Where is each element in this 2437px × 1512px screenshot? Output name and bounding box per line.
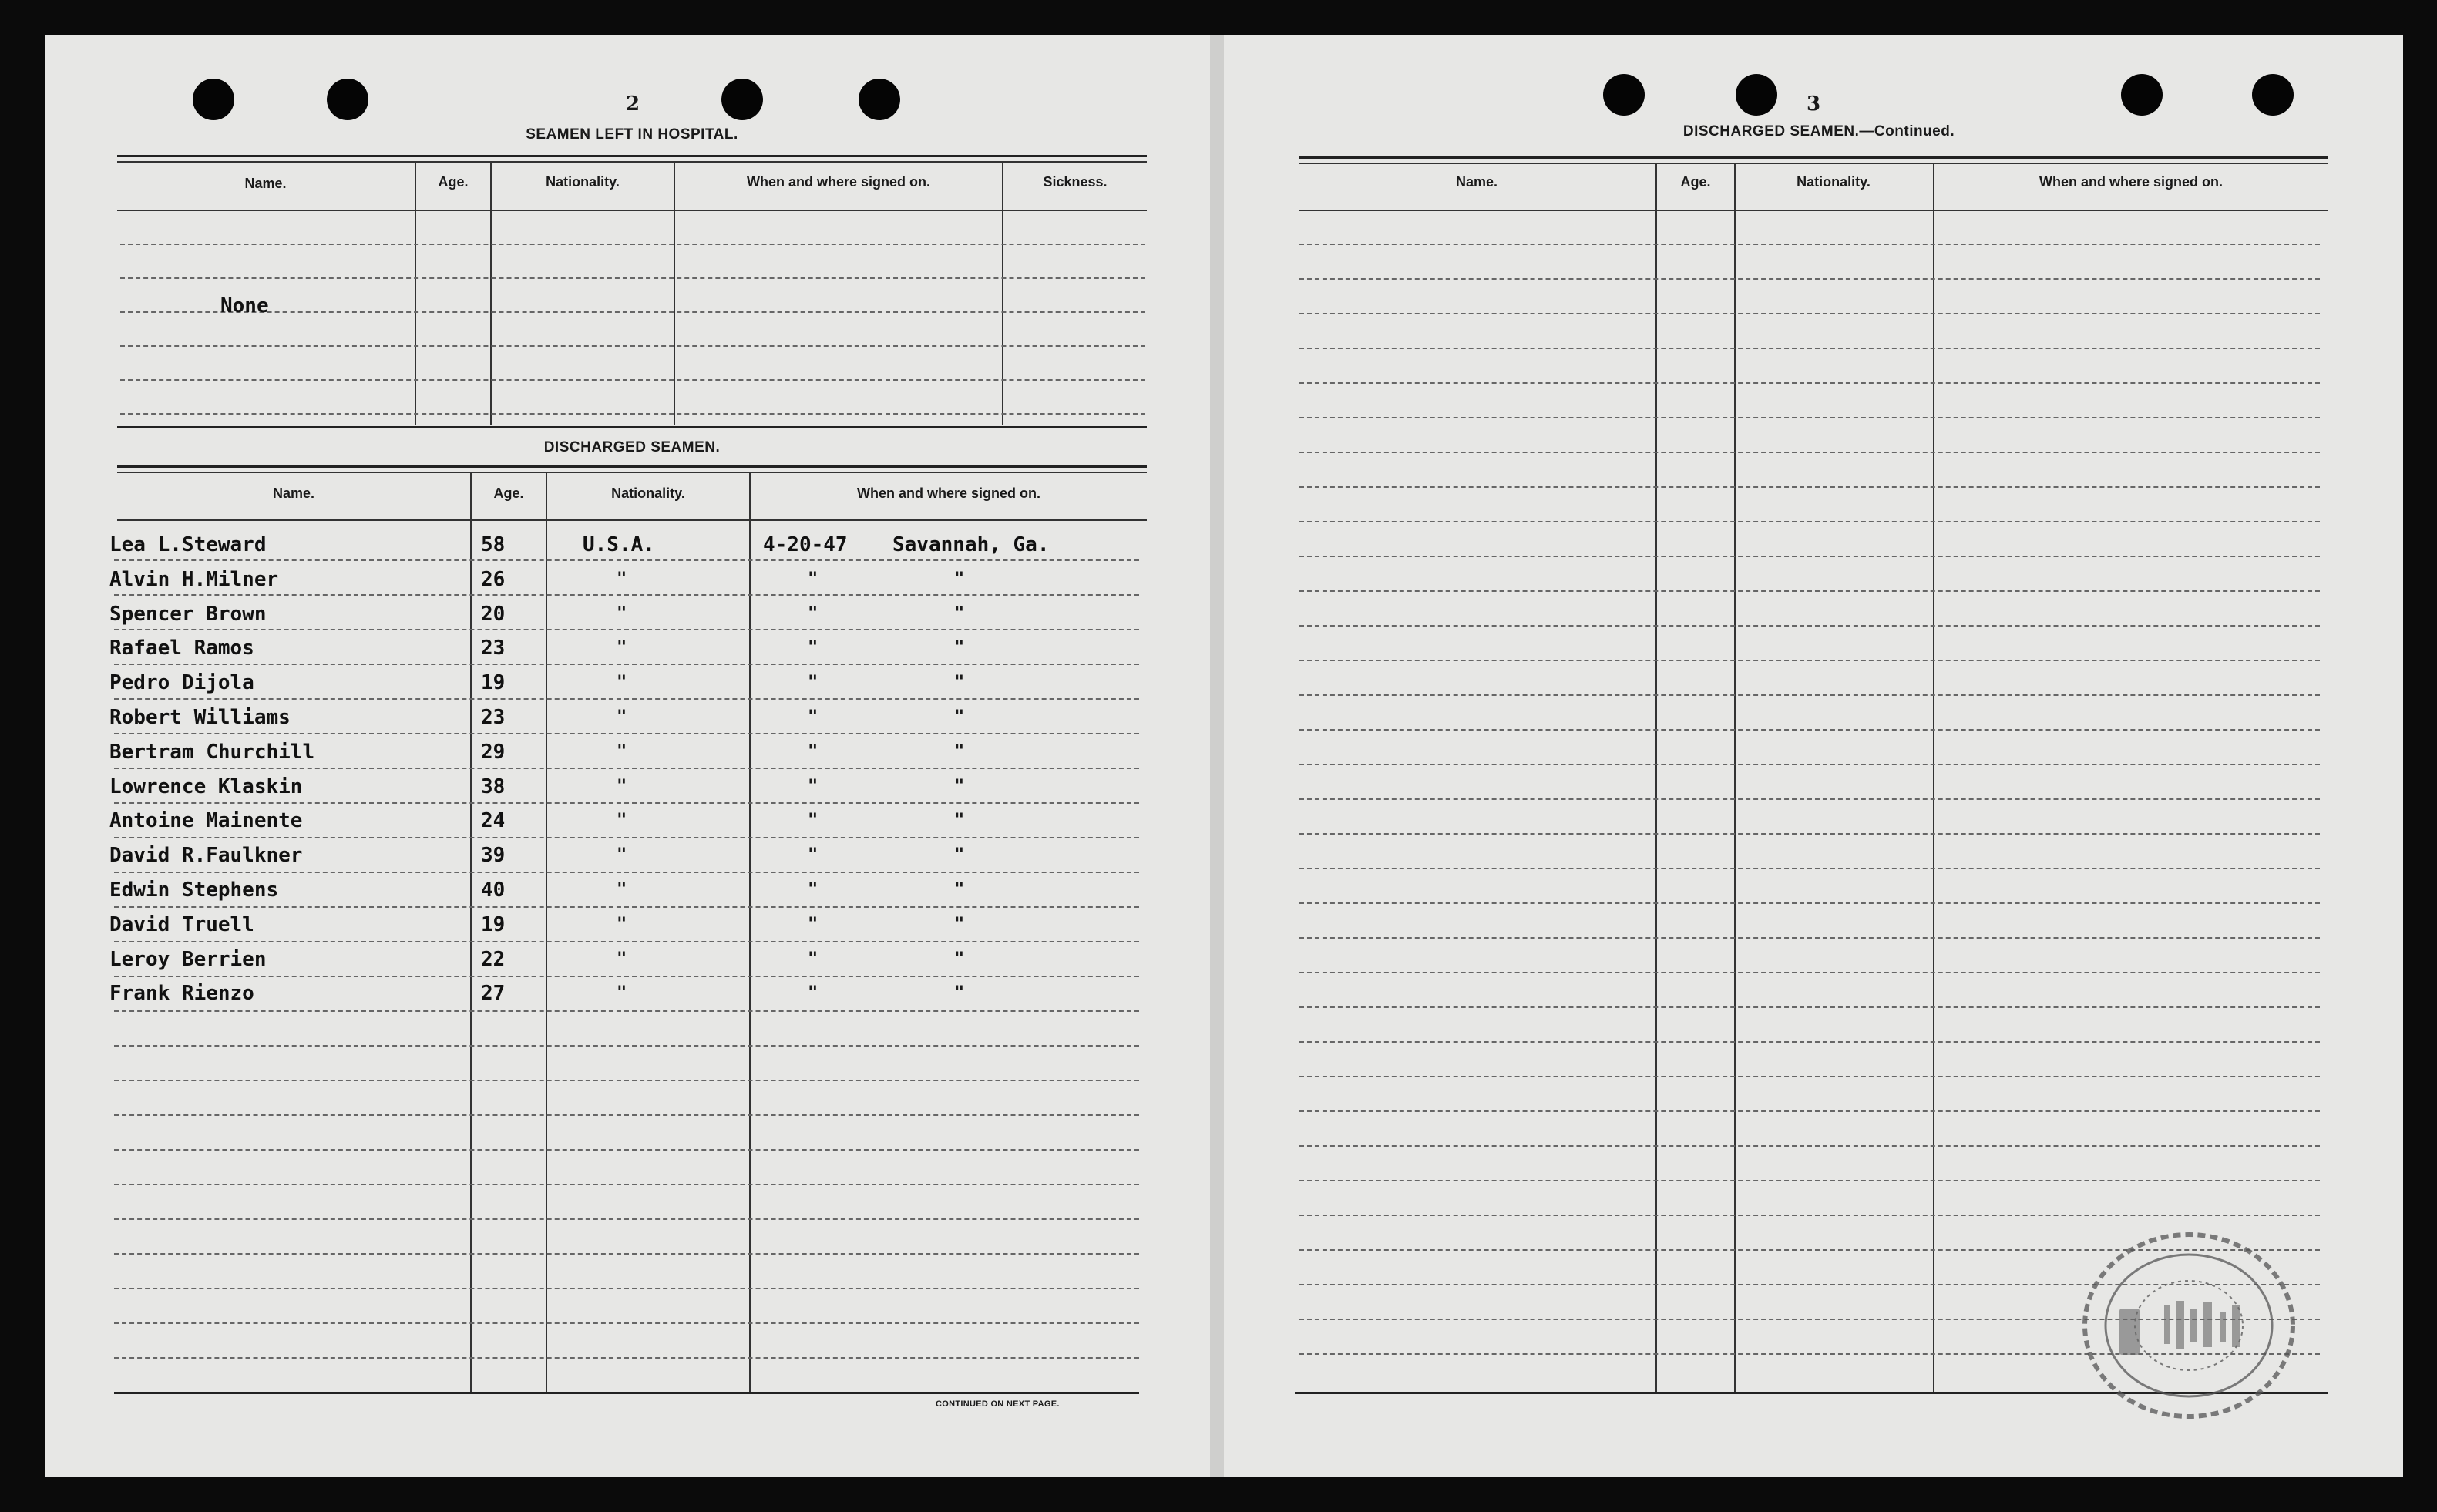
seaman-name: Alvin H.Milner xyxy=(109,567,279,591)
signed-on-place: " xyxy=(954,741,965,761)
signed-on-date: " xyxy=(808,673,818,693)
seaman-nationality: U.S.A. xyxy=(583,533,655,556)
discharged-col-signed-on: When and where signed on. xyxy=(856,486,1041,501)
ruled-line xyxy=(120,311,1145,313)
ruled-line xyxy=(1299,278,2320,280)
ruled-line xyxy=(114,733,1139,734)
seaman-name: David Truell xyxy=(109,912,254,936)
ruled-line xyxy=(1299,660,2320,661)
ruled-line xyxy=(1299,625,2320,627)
col-divider xyxy=(674,161,675,425)
rule xyxy=(114,1392,1139,1394)
seaman-age: 19 xyxy=(481,912,506,936)
signed-on-place: " xyxy=(954,880,965,899)
seaman-age: 38 xyxy=(481,774,506,798)
discharged-col-nationality: Nationality. xyxy=(611,486,685,501)
rule xyxy=(117,161,1147,163)
signed-on-place: " xyxy=(954,707,965,727)
seaman-name: Pedro Dijola xyxy=(109,671,254,695)
ruled-line xyxy=(114,594,1139,596)
ruled-line xyxy=(114,941,1139,942)
seaman-age: 23 xyxy=(481,637,506,660)
signed-on-date: " xyxy=(808,983,818,1003)
signed-on-place: " xyxy=(954,845,965,865)
seaman-nationality: " xyxy=(617,741,627,761)
ruled-line xyxy=(120,413,1145,415)
seaman-nationality: " xyxy=(617,949,627,969)
hospital-col-nationality: Nationality. xyxy=(546,174,620,190)
ruled-line xyxy=(1299,1180,2320,1181)
seaman-name: David R.Faulkner xyxy=(109,844,303,868)
discharged-col-name: Name. xyxy=(272,486,315,501)
ruled-line xyxy=(1299,764,2320,765)
seaman-age: 23 xyxy=(481,706,506,729)
cont-col-age: Age. xyxy=(1680,174,1711,190)
signed-on-place: " xyxy=(954,569,965,589)
seaman-age: 19 xyxy=(481,671,506,695)
signed-on-place: " xyxy=(954,949,965,969)
seaman-name: Spencer Brown xyxy=(109,602,267,626)
rule xyxy=(117,155,1147,157)
ruled-line xyxy=(114,1045,1139,1047)
ruled-line xyxy=(1299,1006,2320,1008)
punch-hole xyxy=(1603,74,1645,116)
seaman-nationality: " xyxy=(617,914,627,934)
ruled-line xyxy=(1299,244,2320,245)
seaman-name: Leroy Berrien xyxy=(109,947,267,971)
rule xyxy=(117,465,1147,468)
hospital-section-title: SEAMEN LEFT IN HOSPITAL. xyxy=(526,126,738,143)
punch-hole xyxy=(327,79,368,120)
discharged-section-title: DISCHARGED SEAMEN. xyxy=(543,439,721,455)
ruled-line xyxy=(1299,313,2320,314)
seaman-name: Bertram Churchill xyxy=(109,740,315,764)
ruled-line xyxy=(1299,833,2320,835)
seaman-nationality: " xyxy=(617,673,627,693)
rule xyxy=(1299,163,2328,164)
punch-hole xyxy=(2252,74,2294,116)
ruled-line xyxy=(114,1288,1139,1289)
seaman-nationality: " xyxy=(617,845,627,865)
ruled-line xyxy=(1299,521,2320,522)
seaman-nationality: " xyxy=(617,638,627,658)
seaman-nationality: " xyxy=(617,811,627,831)
ruled-line xyxy=(1299,1215,2320,1216)
ruled-line xyxy=(1299,382,2320,384)
ruled-line xyxy=(114,1218,1139,1220)
seaman-name: Lea L.Steward xyxy=(109,533,267,556)
ruled-line xyxy=(1299,590,2320,592)
ruled-line xyxy=(1299,452,2320,453)
ruled-line xyxy=(114,837,1139,838)
rule xyxy=(117,472,1147,473)
signed-on-place: " xyxy=(954,603,965,623)
ruled-line xyxy=(114,872,1139,873)
ruled-line xyxy=(1299,868,2320,869)
ruled-line xyxy=(114,559,1139,561)
signed-on-date: " xyxy=(808,603,818,623)
rule xyxy=(117,210,1147,211)
col-divider xyxy=(415,161,416,425)
ruled-line xyxy=(114,802,1139,804)
discharged-col-age: Age. xyxy=(493,486,524,501)
signed-on-date: " xyxy=(808,880,818,899)
seaman-age: 24 xyxy=(481,809,506,833)
rule xyxy=(1299,156,2328,159)
ruled-line xyxy=(114,976,1139,977)
signed-on-place: " xyxy=(954,983,965,1003)
rule xyxy=(117,426,1147,428)
seaman-name: Antoine Mainente xyxy=(109,809,303,833)
col-divider xyxy=(749,472,751,1393)
ruled-line xyxy=(1299,694,2320,696)
ruled-line xyxy=(120,379,1145,381)
ruled-line xyxy=(1299,1041,2320,1043)
ruled-line xyxy=(114,1253,1139,1255)
punch-hole xyxy=(721,79,763,120)
seaman-nationality: " xyxy=(617,603,627,623)
seaman-nationality: " xyxy=(617,983,627,1003)
ruled-line xyxy=(114,1357,1139,1359)
discharged-continued-title: DISCHARGED SEAMEN.—Continued. xyxy=(1682,123,1955,139)
hospital-col-name: Name. xyxy=(244,176,287,191)
ruled-line xyxy=(1299,972,2320,973)
seaman-age: 22 xyxy=(481,947,506,971)
ruled-line xyxy=(1299,1076,2320,1077)
page-number: 2 xyxy=(626,92,640,116)
hospital-col-age: Age. xyxy=(438,174,469,190)
ruled-line xyxy=(1299,798,2320,800)
ruled-line xyxy=(1299,902,2320,904)
cont-col-nationality: Nationality. xyxy=(1797,174,1871,190)
seaman-name: Lowrence Klaskin xyxy=(109,774,303,798)
ruled-line xyxy=(114,906,1139,908)
ruled-line xyxy=(114,1080,1139,1081)
signed-on-date: " xyxy=(808,811,818,831)
ruled-line xyxy=(114,664,1139,665)
signed-on-date: " xyxy=(808,707,818,727)
signed-on-date: " xyxy=(808,845,818,865)
signed-on-place: " xyxy=(954,811,965,831)
hospital-col-sickness: Sickness. xyxy=(1043,174,1108,190)
ruled-line xyxy=(120,244,1145,245)
hospital-entry: None xyxy=(220,294,269,318)
ruled-line xyxy=(1299,1145,2320,1147)
seaman-name: Edwin Stephens xyxy=(109,879,279,902)
page-gutter xyxy=(1210,35,1224,1477)
ruled-line xyxy=(1299,348,2320,349)
ruled-line xyxy=(1299,1110,2320,1112)
signed-on-place: " xyxy=(954,776,965,796)
ink-stamp xyxy=(2073,1225,2304,1426)
ruled-line xyxy=(114,1010,1139,1012)
ruled-line xyxy=(1299,556,2320,557)
ruled-line xyxy=(1299,486,2320,488)
seaman-age: 29 xyxy=(481,740,506,764)
ruled-line xyxy=(1299,729,2320,731)
punch-hole xyxy=(193,79,234,120)
signed-on-place: " xyxy=(954,673,965,693)
ruled-line xyxy=(114,1184,1139,1185)
page-number: 3 xyxy=(1807,92,1821,116)
seaman-name: Frank Rienzo xyxy=(109,982,254,1006)
seaman-age: 40 xyxy=(481,879,506,902)
signed-on-date: " xyxy=(808,949,818,969)
continued-note: CONTINUED ON NEXT PAGE. xyxy=(936,1399,1060,1409)
ruled-line xyxy=(114,1114,1139,1116)
seaman-nationality: " xyxy=(617,880,627,899)
cont-col-signed-on: When and where signed on. xyxy=(2039,174,2224,190)
seaman-age: 58 xyxy=(481,533,506,556)
ruled-line xyxy=(120,277,1145,279)
col-divider xyxy=(1002,161,1003,425)
seaman-name: Robert Williams xyxy=(109,706,291,729)
ruled-line xyxy=(114,1322,1139,1324)
signed-on-date: " xyxy=(808,569,818,589)
signed-on-date: " xyxy=(808,776,818,796)
punch-hole xyxy=(859,79,900,120)
col-divider xyxy=(490,161,492,425)
ruled-line xyxy=(114,1149,1139,1151)
signed-on-place: Savannah, Ga. xyxy=(892,533,1050,556)
seaman-nationality: " xyxy=(617,776,627,796)
seaman-nationality: " xyxy=(617,569,627,589)
ruled-line xyxy=(1299,417,2320,418)
signed-on-date: " xyxy=(808,914,818,934)
signed-on-place: " xyxy=(954,914,965,934)
signed-on-place: " xyxy=(954,638,965,658)
ruled-line xyxy=(114,629,1139,630)
rule xyxy=(117,519,1147,521)
seaman-nationality: " xyxy=(617,707,627,727)
signed-on-date: " xyxy=(808,638,818,658)
ruled-line xyxy=(120,345,1145,347)
seaman-age: 39 xyxy=(481,844,506,868)
seaman-name: Rafael Ramos xyxy=(109,637,254,660)
punch-hole xyxy=(2121,74,2163,116)
signed-on-date: " xyxy=(808,741,818,761)
col-divider xyxy=(470,472,472,1393)
seaman-age: 26 xyxy=(481,567,506,591)
hospital-col-signed-on: When and where signed on. xyxy=(746,174,931,190)
seaman-age: 27 xyxy=(481,982,506,1006)
signed-on-date: 4-20-47 xyxy=(763,533,848,556)
ruled-line xyxy=(114,768,1139,769)
punch-hole xyxy=(1736,74,1777,116)
rule xyxy=(1299,210,2328,211)
seaman-age: 20 xyxy=(481,602,506,626)
ruled-line xyxy=(114,698,1139,700)
ruled-line xyxy=(1299,937,2320,939)
cont-col-name: Name. xyxy=(1455,174,1498,190)
col-divider xyxy=(546,472,547,1393)
